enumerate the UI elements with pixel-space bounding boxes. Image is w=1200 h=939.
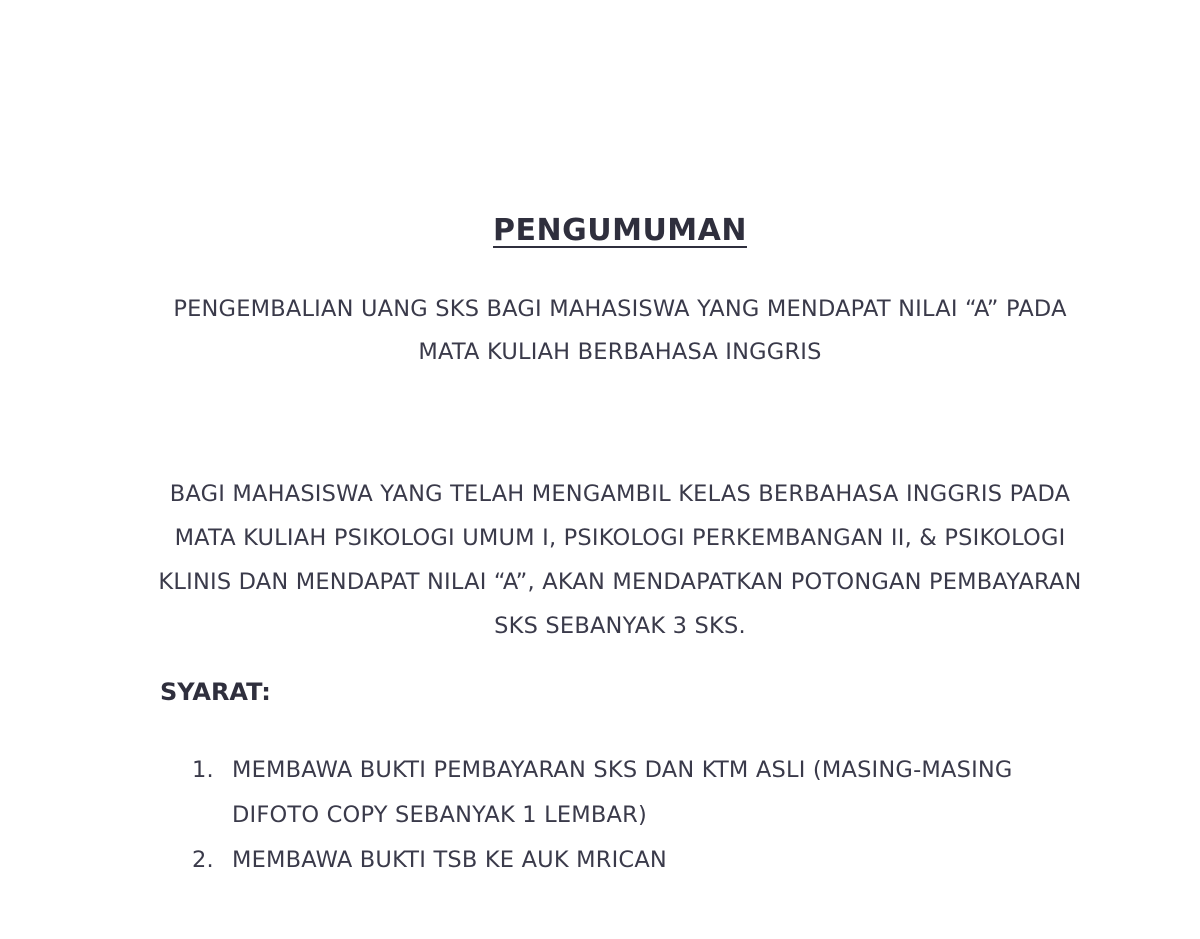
requirement-number: 2. (192, 847, 214, 873)
announcement-body: BAGI MAHASISWA YANG TELAH MENGAMBIL KELAS BERBAHASA INGGRIS PADA MATA KULIAH PSIKOLOGI UMUM I, PSIKOLOGI PERKEMBANGAN II, & PSIKOLOGI KLINIS DAN MENDAPAT NILAI “A”, AKAN MENDAPATKAN POTONGAN PEMBAYARAN SKS SEBANYAK 3 SKS. (158, 481, 1082, 639)
requirement-item (192, 748, 1072, 838)
requirement-text: MEMBAWA BUKTI PEMBAYARAN SKS DAN KTM ASLI (MASING-MASING DIFOTO COPY SEBANYAK 1 LEMBAR) (232, 757, 1013, 828)
requirement-number: 1. (192, 757, 214, 783)
requirement-text: MEMBAWA BUKTI TSB KE AUK MRICAN (232, 847, 667, 873)
requirements-heading: SYARAT: (160, 678, 271, 706)
requirement-item (192, 838, 1072, 883)
requirements-list (192, 748, 1072, 883)
document-title: PENGUMUMAN (493, 213, 747, 248)
document-subtitle: PENGEMBALIAN UANG SKS BAGI MAHASISWA YANG MENDAPAT NILAI “A” PADA MATA KULIAH BERBAHASA INGGRIS (173, 296, 1067, 365)
